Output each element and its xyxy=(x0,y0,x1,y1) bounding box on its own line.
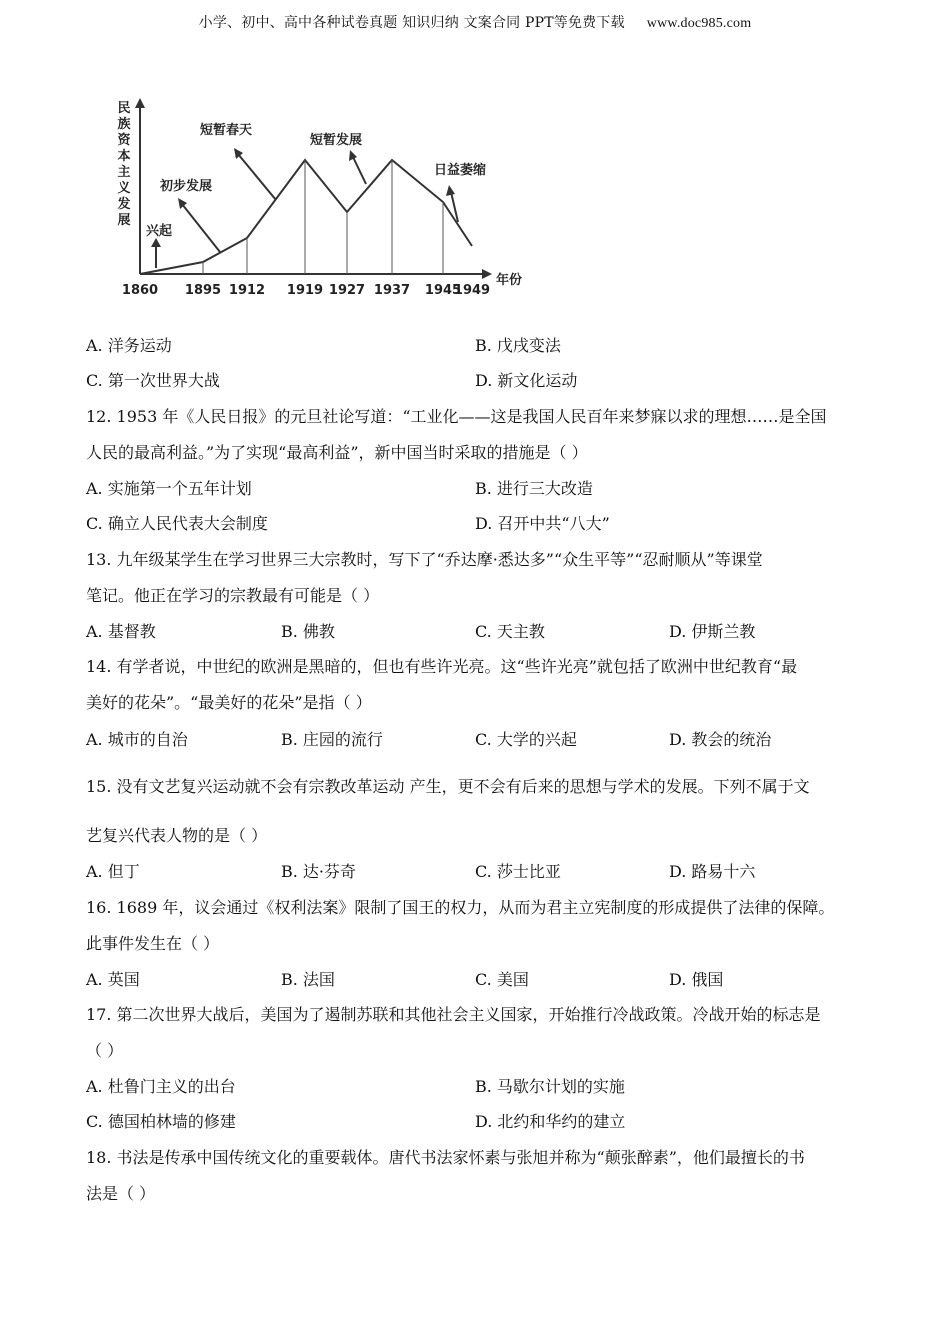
q15-stem-line2: 艺复兴代表人物的是（ ） xyxy=(86,826,268,845)
q14-option-c[interactable]: C. 大学的兴起 xyxy=(475,730,577,749)
q15-option-b[interactable]: B. 达·芬奇 xyxy=(281,862,357,881)
x-tick-1937: 1937 xyxy=(373,283,411,298)
annotation-rise: 兴起 xyxy=(146,224,173,239)
q13-option-b[interactable]: B. 佛教 xyxy=(281,622,335,641)
q16-stem-line2: 此事件发生在（ ） xyxy=(86,934,220,953)
q15-option-a[interactable]: A. 但丁 xyxy=(86,862,140,881)
annotation-initial-development: 初步发展 xyxy=(160,179,213,194)
q15-stem-line1: 15. 没有文艺复兴运动就不会有宗教改革运动 产生，更不会有后来的思想与学术的发展。下列不属于文 xyxy=(86,777,810,796)
y-axis-label-char: 民 xyxy=(117,101,131,116)
q11-option-b[interactable]: B. 戊戌变法 xyxy=(475,336,561,355)
q17-option-c[interactable]: C. 德国柏林墙的修建 xyxy=(86,1112,236,1131)
x-tick-1945: 1945 xyxy=(424,283,462,298)
q17-stem-line1: 17. 第二次世界大战后，美国为了遏制苏联和其他社会主义国家，开始推行冷战政策。冷战开始的标志是 xyxy=(86,1005,821,1024)
x-axis-arrow xyxy=(482,269,492,279)
q12-option-b[interactable]: B. 进行三大改造 xyxy=(475,479,593,498)
y-axis-label-char: 资 xyxy=(117,133,131,148)
q11-option-d[interactable]: D. 新文化运动 xyxy=(475,371,578,390)
y-axis-label-char: 族 xyxy=(117,117,131,132)
trend-line xyxy=(140,160,472,274)
q14-stem-line2: 美好的花朵”。“最美好的花朵”是指（ ） xyxy=(86,693,372,712)
page-header xyxy=(0,12,950,32)
x-tick-1919: 1919 xyxy=(286,283,324,298)
q16-option-b[interactable]: B. 法国 xyxy=(281,970,335,989)
q12-stem-line2: 人民的最高利益。”为了实现“最高利益”，新中国当时采取的措施是（ ） xyxy=(86,443,588,462)
q15-option-c[interactable]: C. 莎士比亚 xyxy=(475,862,561,881)
x-tick-1912: 1912 xyxy=(228,283,266,298)
q18-stem-line2: 法是（ ） xyxy=(86,1184,156,1203)
x-tick-1895: 1895 xyxy=(184,283,222,298)
q18-stem-line1: 18. 书法是传承中国传统文化的重要载体。唐代书法家怀素与张旭并称为“颠张醉素”，他们最擅长的书 xyxy=(86,1148,805,1167)
q17-option-a[interactable]: A. 杜鲁门主义的出台 xyxy=(86,1077,236,1096)
q16-option-d[interactable]: D. 俄国 xyxy=(669,970,724,989)
y-axis-label xyxy=(116,101,131,228)
q13-option-c[interactable]: C. 天主教 xyxy=(475,622,545,641)
x-tick-1860: 1860 xyxy=(121,283,159,298)
q17-stem-line2: （ ） xyxy=(86,1041,124,1060)
y-axis-label-char: 本 xyxy=(117,149,131,164)
q11-option-a[interactable]: A. 洋务运动 xyxy=(86,336,172,355)
q17-option-d[interactable]: D. 北约和华约的建立 xyxy=(475,1112,626,1131)
q15-option-d[interactable]: D. 路易十六 xyxy=(669,862,756,881)
q11-option-c[interactable]: C. 第一次世界大战 xyxy=(86,371,220,390)
y-axis-label-char: 发 xyxy=(117,197,131,212)
header-text: 小学、初中、高中各种试卷真题 知识归纳 文案合同 PPT等免费下载 xyxy=(198,15,625,31)
x-tick-1949: 1949 xyxy=(453,283,491,298)
q12-option-a[interactable]: A. 实施第一个五年计划 xyxy=(86,479,252,498)
q16-stem-line1: 16. 1689 年，议会通过《权利法案》限制了国王的权力，从而为君主立宪制度的形成提供了法律的保障。 xyxy=(86,898,835,917)
x-tick-1927: 1927 xyxy=(328,283,366,298)
q12-option-d[interactable]: D. 召开中共“八大” xyxy=(475,514,610,533)
y-axis-label-char: 主 xyxy=(117,165,131,180)
q14-option-b[interactable]: B. 庄园的流行 xyxy=(281,730,383,749)
q14-option-a[interactable]: A. 城市的自治 xyxy=(86,730,188,749)
q12-option-c[interactable]: C. 确立人民代表大会制度 xyxy=(86,514,268,533)
q13-stem-line1: 13. 九年级某学生在学习世界三大宗教时，写下了“乔达摩·悉达多”“众生平等”“忍耐顺从”等课堂 xyxy=(86,550,763,569)
q13-option-d[interactable]: D. 伊斯兰教 xyxy=(669,622,756,641)
q14-option-d[interactable]: D. 教会的统治 xyxy=(669,730,772,749)
x-axis-label: 年份 xyxy=(496,273,523,288)
q17-option-b[interactable]: B. 马歇尔计划的实施 xyxy=(475,1077,625,1096)
annotation-short-spring: 短暂春天 xyxy=(200,123,253,138)
q16-option-c[interactable]: C. 美国 xyxy=(475,970,529,989)
y-axis-label-char: 展 xyxy=(117,213,131,228)
q14-stem-line1: 14. 有学者说，中世纪的欧洲是黑暗的，但也有些许光亮。这“些许光亮”就包括了欧洲中世纪教育“最 xyxy=(86,657,798,676)
q16-option-a[interactable]: A. 英国 xyxy=(86,970,140,989)
annotation-decline: 日益萎缩 xyxy=(434,163,487,178)
annotation-short-development: 短暂发展 xyxy=(310,133,363,148)
q13-option-a[interactable]: A. 基督教 xyxy=(86,622,156,641)
capitalism-chart xyxy=(108,92,538,312)
header-site[interactable]: www.doc985.com xyxy=(646,16,752,31)
y-axis-label-char: 义 xyxy=(117,181,131,196)
drop-lines xyxy=(203,160,443,274)
q13-stem-line2: 笔记。他正在学习的宗教最有可能是（ ） xyxy=(86,586,380,605)
y-axis-arrow xyxy=(135,98,145,108)
x-tick-labels xyxy=(122,283,490,298)
q12-stem-line1: 12. 1953 年《人民日报》的元旦社论写道：“工业化——这是我国人民百年来梦寐以求的理想……是全国 xyxy=(86,407,827,426)
